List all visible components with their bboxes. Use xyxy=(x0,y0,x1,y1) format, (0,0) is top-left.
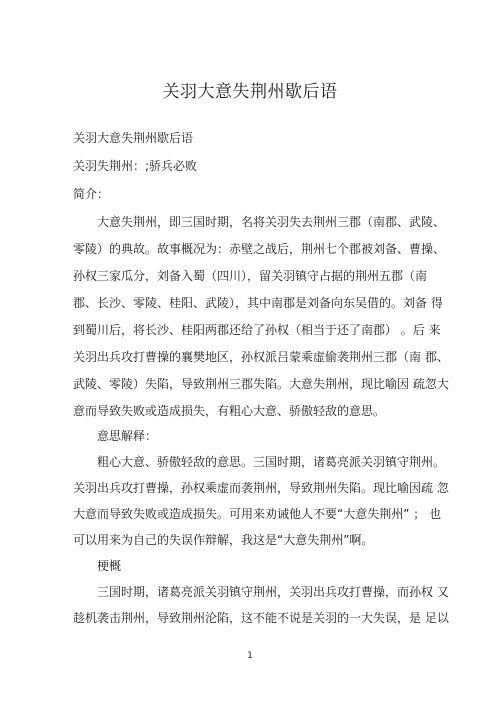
intro-line: 孙权三家瓜分，刘备入蜀（四川），留关羽镇守占据的荆州五郡（南 xyxy=(73,269,428,283)
summary-line: 三国时期，诸葛亮派关羽镇守荆州，关羽出兵攻打曹操，而孙权 又 xyxy=(97,585,449,599)
meaning-heading: 意思解释： xyxy=(97,429,158,443)
intro-line: 郡、长沙、零陵、桂阳、武陵），其中南郡是刘备向东吴借的。刘备 得 xyxy=(73,296,443,310)
meaning-line: 大意而导致失败或造成损失。可用来劝诫他人不要“大意失荆州” ； 也 xyxy=(73,507,442,521)
meaning-line: 可以用来为自己的失误作辩解，我这是“大意失荆州”啊。 xyxy=(73,533,374,547)
summary-heading: 梗概 xyxy=(97,559,122,573)
intro-line: 到蜀川后，将长沙、桂阳两郡还给了孙权（相当于还了南郡） 。后 来 xyxy=(73,323,441,337)
header-line: 关羽失荆州：;骄兵必败 xyxy=(73,159,198,173)
meaning-line: 关羽出兵攻打曹操，孙权乘虚而袭荆州，导致荆州失陷。现比喻因疏 忽 xyxy=(73,481,449,495)
header-line: 简介： xyxy=(73,187,110,201)
intro-line: 武陵、零陵）失陷，导致荆州三郡失陷。大意失荆州，现比喻因 疏忽大 xyxy=(73,377,449,391)
intro-line: 零陵）的典故。故事概况为：赤壁之战后，荆州七个郡被刘备、曹操、 xyxy=(73,242,446,256)
page-number: 1 xyxy=(247,651,253,661)
intro-line: 关羽出兵攻打曹操的襄樊地区，孙权派吕蒙乘虚偷袭荆州三郡（南 郡、 xyxy=(73,350,449,364)
document-title: 关羽大意失荆州歇后语 xyxy=(162,82,338,102)
meaning-line: 粗心大意、骄傲轻敌的意思。三国时期，诸葛亮派关羽镇守荆州。 xyxy=(97,455,446,469)
header-line: 关羽大意失荆州歇后语 xyxy=(73,131,194,145)
intro-line: 意而导致失败或造成损失，有粗心大意、骄傲轻敌的意思。 xyxy=(73,404,386,418)
summary-line: 趁机袭击荆州，导致荆州沦陷，这不能不说是关羽的一大失误，是 足以 xyxy=(73,611,449,625)
intro-line: 大意失荆州，即三国时期，名将关羽失去荆州三郡（南郡、武陵、 xyxy=(97,215,446,229)
